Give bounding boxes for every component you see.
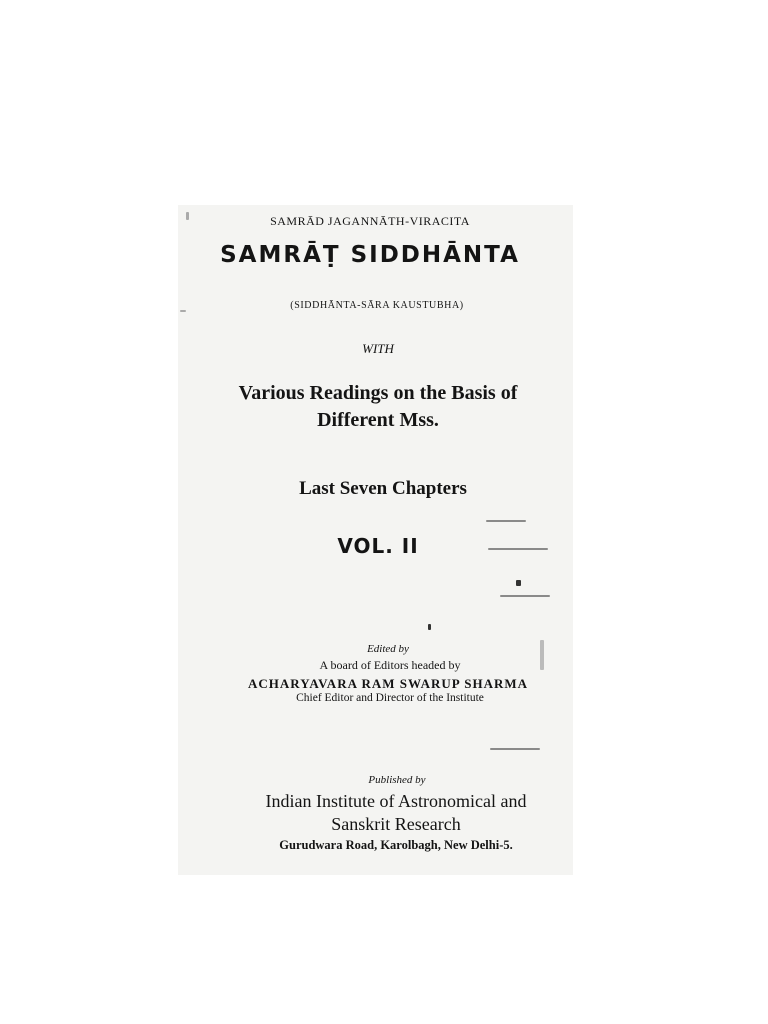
chief-editor-role: Chief Editor and Director of the Institute bbox=[296, 692, 484, 704]
scan-speck bbox=[490, 748, 540, 750]
edited-by-label: Edited by bbox=[367, 643, 409, 655]
published-by-label: Published by bbox=[368, 774, 426, 786]
chapters-label: Last Seven Chapters bbox=[299, 478, 467, 499]
readings-line-2: Different Mss. bbox=[317, 409, 439, 431]
scan-speck bbox=[486, 520, 526, 522]
alternate-title: (SIDDHĀNTA-SĀRA KAUSTUBHA) bbox=[290, 300, 464, 311]
with-label: WITH bbox=[362, 341, 394, 356]
volume-label: VOL. II bbox=[337, 534, 419, 558]
scan-speck bbox=[428, 624, 431, 630]
scan-speck bbox=[540, 640, 544, 670]
chief-editor-name: ACHARYAVARA RAM SWARUP SHARMA bbox=[247, 676, 529, 691]
publisher-name-line-2: Sanskrit Research bbox=[331, 814, 461, 834]
readings-line-1: Various Readings on the Basis of bbox=[238, 382, 518, 404]
editor-board-line: A board of Editors headed by bbox=[319, 658, 461, 672]
publisher-address: Gurudwara Road, Karolbagh, New Delhi-5. bbox=[279, 838, 513, 852]
publisher-name bbox=[0, 790, 768, 836]
publisher-name-line-1: Indian Institute of Astronomical and bbox=[265, 791, 527, 811]
scan-speck bbox=[180, 310, 186, 312]
scan-speck bbox=[186, 212, 189, 220]
book-title: SAMRĀṬ SIDDHĀNTA bbox=[220, 242, 520, 268]
scan-speck bbox=[500, 595, 550, 597]
readings-description bbox=[0, 380, 756, 434]
attribution-line: SAMRĀD JAGANNĀTH-VIRACITA bbox=[270, 214, 470, 228]
scan-speck bbox=[488, 548, 548, 550]
scan-speck bbox=[516, 580, 521, 586]
